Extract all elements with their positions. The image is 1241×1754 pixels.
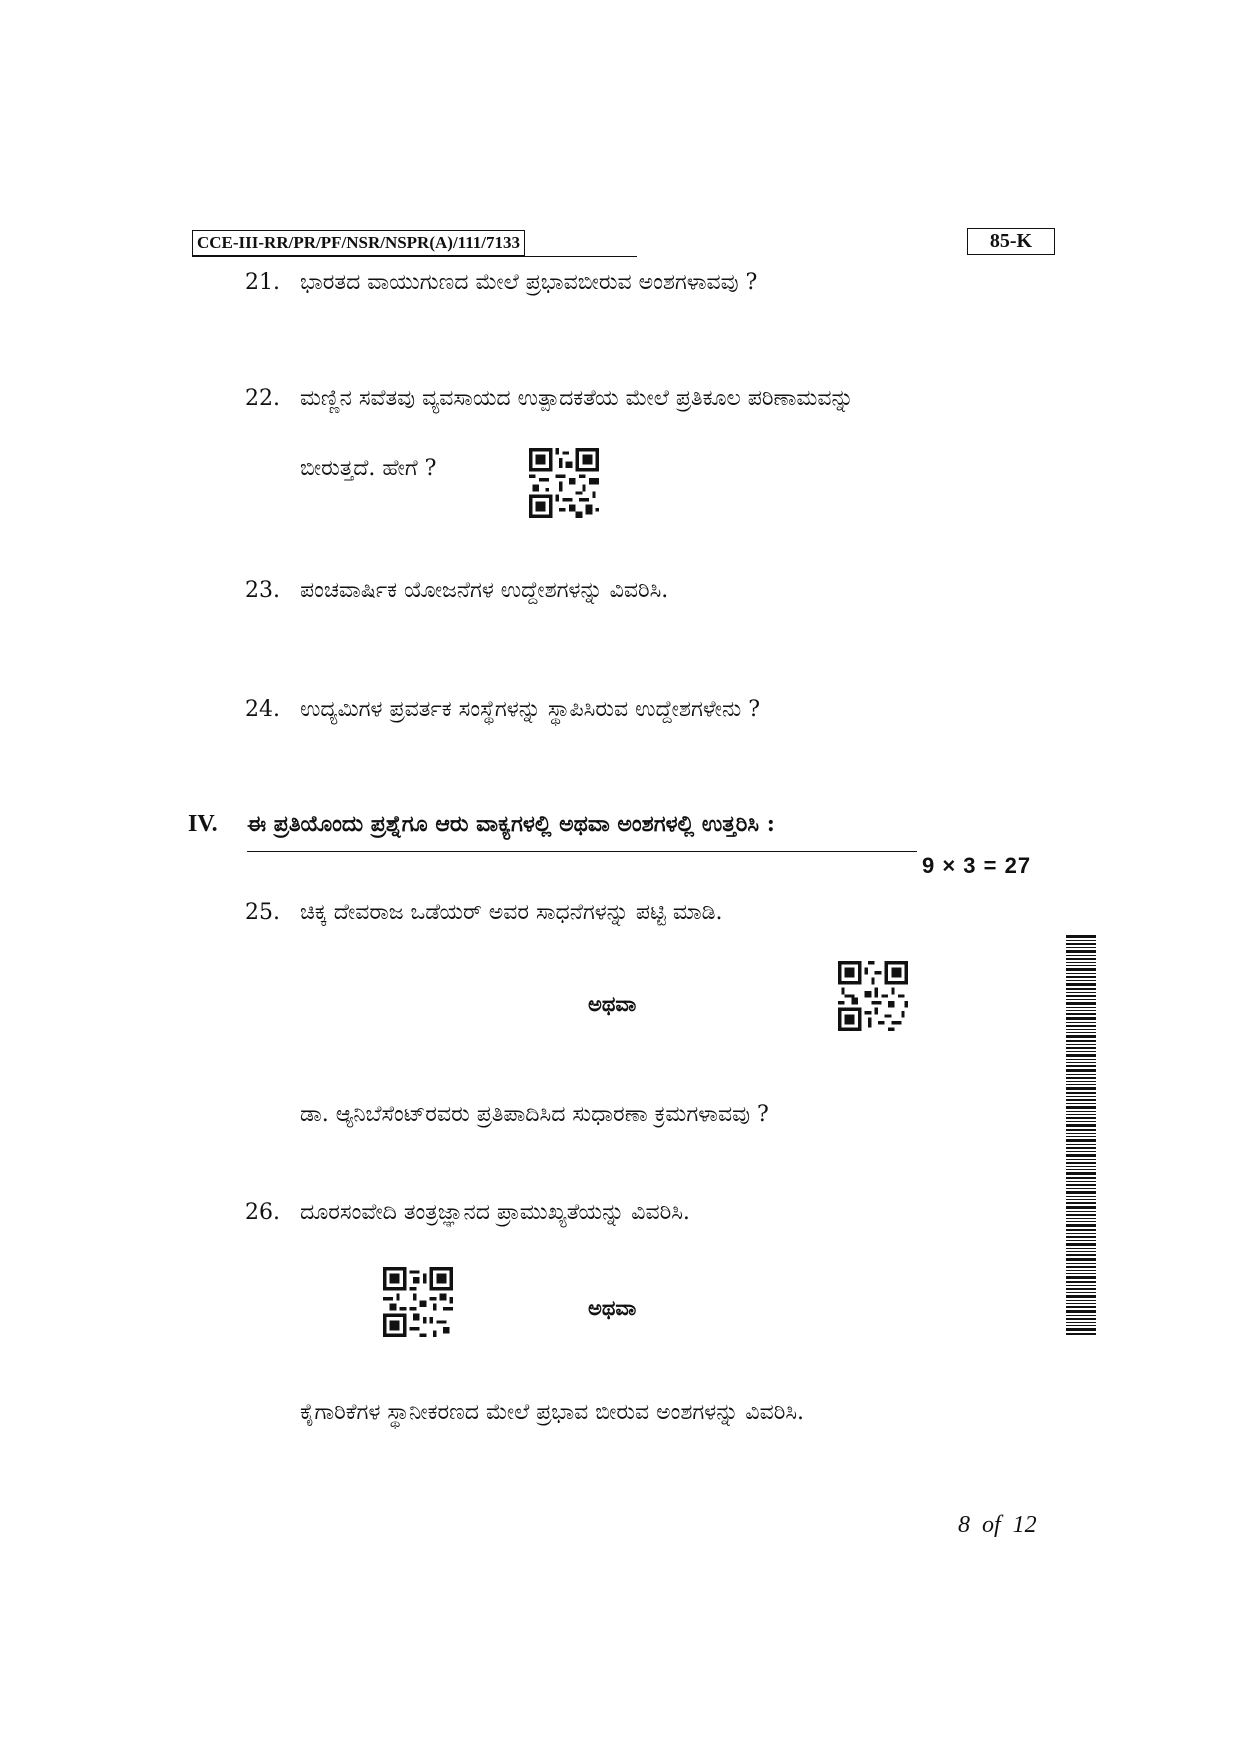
question-number: 25. (245, 900, 280, 925)
page-number: 8 of 12 (958, 1512, 1037, 1538)
question-text: ಭಾರತದ ವಾಯುಗುಣದ ಮೇಲೆ ಪ್ರಭಾವಬೀರುವ ಅಂಶಗಳಾವವು ? (300, 270, 758, 295)
section-number: IV. (188, 811, 218, 837)
qr-code-icon (838, 961, 908, 1031)
question-text: ಮಣ್ಣಿನ ಸವೆತವು ವ್ಯವಸಾಯದ ಉತ್ಪಾದಕತೆಯ ಮೇಲೆ ಪ್ರತಿಕೂಲ ಪರಿಣಾಮವನ್ನು (300, 386, 854, 411)
question-number: 21. (245, 270, 280, 295)
qr-code-icon (529, 448, 599, 518)
or-label: ಅಥವಾ (588, 1295, 637, 1320)
or-label: ಅಥವಾ (588, 991, 637, 1016)
section-marks: 9 × 3 = 27 (922, 853, 1032, 878)
question-number: 23. (245, 578, 280, 603)
question-text: ಉದ್ಯಮಿಗಳ ಪ್ರವರ್ತಕ ಸಂಸ್ಥೆಗಳನ್ನು ಸ್ಥಾಪಿಸಿರುವ ಉದ್ದೇಶಗಳೇನು ? (300, 697, 761, 722)
question-text: ದೂರಸಂವೇದಿ ತಂತ್ರಜ್ಞಾನದ ಪ್ರಾಮುಖ್ಯತೆಯನ್ನು ವಿವರಿಸಿ. (300, 1200, 690, 1225)
qr-code-icon (383, 1267, 453, 1337)
question-number: 26. (245, 1200, 280, 1225)
barcode-icon (1066, 935, 1096, 1335)
section-instruction: ಈ ಪ್ರತಿಯೊಂದು ಪ್ರಶ್ನೆಗೂ ಆರು ವಾಕ್ಯಗಳಲ್ಲಿ ಅಥವಾ ಅಂಶಗಳಲ್ಲಿ ಉತ್ತರಿಸಿ : (247, 811, 775, 837)
question-text: ಚಿಕ್ಕ ದೇವರಾಜ ಒಡೆಯರ್ ಅವರ ಸಾಧನೆಗಳನ್ನು ಪಟ್ಟಿ ಮಾಡಿ. (300, 900, 723, 925)
question-paper-code: CCE-III-RR/PR/PF/NSR/NSPR(A)/111/7133 (192, 230, 525, 256)
question-number: 22. (245, 386, 280, 411)
header-rule (192, 256, 637, 257)
section-underline (247, 851, 917, 852)
alternative-question-text: ಕೈಗಾರಿಕೆಗಳ ಸ್ಥಾನೀಕರಣದ ಮೇಲೆ ಪ್ರಭಾವ ಬೀರುವ ಅಂಶಗಳನ್ನು ವಿವರಿಸಿ. (300, 1400, 805, 1425)
paper-code-box: 85-K (967, 228, 1055, 255)
alternative-question-text: ಡಾ. ಆ್ಯನಿಬೆಸೆಂಟ್‌ರವರು ಪ್ರತಿಪಾದಿಸಿದ ಸುಧಾರಣಾ ಕ್ರಮಗಳಾವವು ? (300, 1102, 769, 1127)
question-text-continued: ಬೀರುತ್ತದೆ. ಹೇಗೆ ? (300, 456, 437, 481)
question-number: 24. (245, 697, 280, 722)
question-text: ಪಂಚವಾರ್ಷಿಕ ಯೋಜನೆಗಳ ಉದ್ದೇಶಗಳನ್ನು ವಿವರಿಸಿ. (300, 578, 669, 603)
